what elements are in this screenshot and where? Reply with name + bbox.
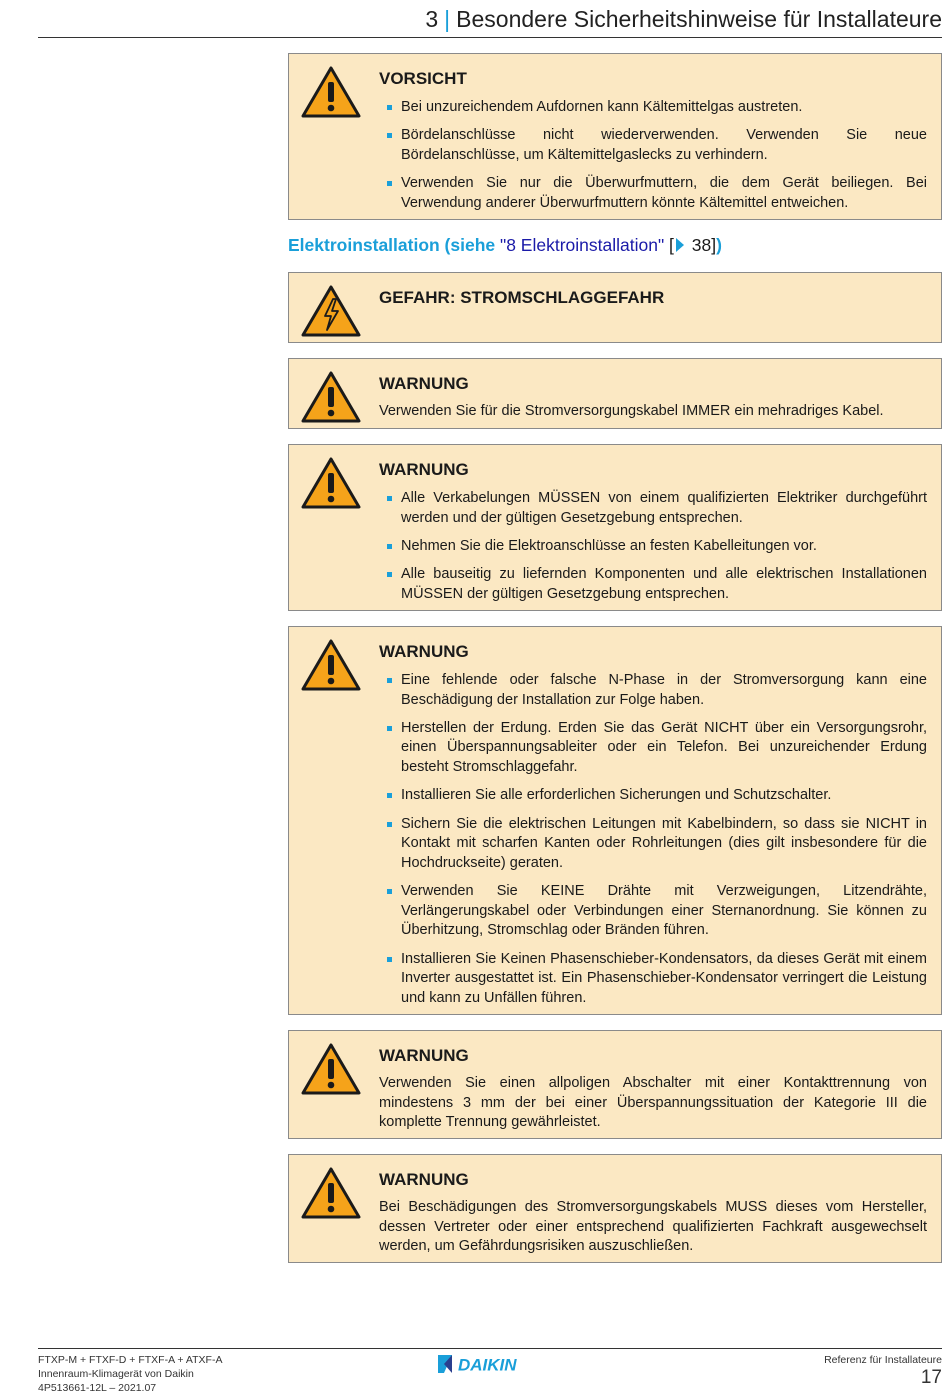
warning-text: Verwenden Sie für die Stromversorgungskabel IMMER ein mehradriges Kabel. (379, 403, 884, 419)
footer-document-info (38, 1354, 222, 1394)
warning-triangle-icon (301, 1043, 361, 1095)
page-ref-arrow-icon (676, 238, 684, 252)
warning-triangle-icon (301, 639, 361, 691)
caution-list (379, 98, 927, 213)
caution-heading: VORSICHT (379, 69, 467, 88)
warning-heading: WARNUNG (379, 642, 469, 661)
warning-heading: WARNUNG (379, 1170, 469, 1189)
footer-reference (824, 1354, 942, 1389)
daikin-logo (438, 1354, 544, 1374)
list-item: Bördelanschlüsse nicht wiederverwenden. Verwenden Sie neue Bördelanschlüsse, um Kältemittelgaslecks zu verhindern. (379, 126, 927, 165)
list-item: Verwenden Sie nur die Überwurfmuttern, die dem Gerät beiliegen. Bei Verwendung anderer Überwurfmuttern könnte Kältemittel entweichen. (379, 174, 927, 213)
list-item: Eine fehlende oder falsche N-Phase in der Stromversorgung kann eine Beschädigung der Installation zur Folge haben. (379, 671, 927, 710)
warning-heading: WARNUNG (379, 1046, 469, 1065)
list-item: Alle bauseitig zu liefernden Komponenten und alle elektrischen Installationen MÜSSEN der gültigen Gesetzgebung entsprechen. (379, 565, 927, 604)
chapter-number: 3 (425, 6, 439, 32)
warning-triangle-icon (301, 371, 361, 423)
warning-box (288, 1154, 942, 1263)
header-separator: | (444, 6, 451, 32)
svg-text:DAIKIN: DAIKIN (458, 1355, 517, 1374)
page-ref[interactable]: 38] (686, 235, 717, 255)
page-header (38, 0, 942, 38)
section-link[interactable]: "8 Elektroinstallation" (500, 235, 665, 255)
footer-models: FTXP-M + FTXF-D + FTXF-A + ATXF-A (38, 1354, 223, 1366)
list-item: Herstellen der Erdung. Erden Sie das Gerät NICHT über ein Versorgungsrohr, einen Überspannungsableiter oder ein Telefon. Bei unzureichender Erdung besteht Stromschlaggefahr. (379, 719, 927, 778)
list-item: Alle Verkabelungen MÜSSEN von einem qualifizierten Elektriker durchgeführt werden und der gültigen Gesetzgebung entsprechen. (379, 489, 927, 528)
list-item: Installieren Sie Keinen Phasenschieber-Kondensators, da dieses Gerät mit einem Inverter ausgestattet ist. Ein Phasenschieber-Kondensator verringert die Leistung und kann zu Unfällen führen. (379, 950, 927, 1009)
footer-reference-text: Referenz für Installateure (824, 1354, 942, 1366)
warning-list (379, 671, 927, 1008)
footer-doc-id: 4P513661-12L – 2021.07 (38, 1381, 157, 1394)
warning-heading: WARNUNG (379, 460, 469, 479)
warning-text: Bei Beschädigungen des Stromversorgungskabels MUSS dieses vom Hersteller, dessen Vertreter oder einer entsprechend qualifizierten Fachkraft ausgewechselt werden, um Gefährdungsrisiken auszuschließen. (379, 1199, 927, 1255)
list-item: Verwenden Sie KEINE Drähte mit Verzweigungen, Litzendrähte, Verlängerungskabel oder Verbindungen einer Sternanordnung. Sie können zu Überhitzung, Stromschlag oder Bränden führen. (379, 882, 927, 941)
warning-text: Verwenden Sie einen allpoligen Abschalter mit einer Kontakttrennung von mindestens 3 mm der bei einer Überspannungssituation der Kategorie III die komplette Trennung gewährleistet. (379, 1075, 927, 1131)
electric-shock-warning-icon (301, 285, 361, 337)
warning-heading: WARNUNG (379, 374, 469, 393)
warning-box (288, 444, 942, 611)
list-item: Installieren Sie alle erforderlichen Sicherungen und Schutzschalter. (379, 786, 927, 806)
warning-triangle-icon (301, 457, 361, 509)
warning-box (288, 1030, 942, 1139)
list-item: Nehmen Sie die Elektroanschlüsse an festen Kabelleitungen vor. (379, 537, 927, 557)
warning-list (379, 489, 927, 604)
warning-triangle-icon (301, 66, 361, 118)
footer-divider (38, 1348, 942, 1349)
warning-box (288, 358, 942, 429)
footer-product: Innenraum-Klimagerät von Daikin (38, 1367, 194, 1380)
danger-heading: GEFAHR: STROMSCHLAGGEFAHR (379, 288, 665, 307)
warning-triangle-icon (301, 1167, 361, 1219)
list-item: Sichern Sie die elektrischen Leitungen mit Kabelbindern, so dass sie NICHT in Kontakt mit scharfen Kanten oder Rohrleitungen (dies gilt insbesondere für die Hochdruckseite) geraten. (379, 815, 927, 874)
danger-box (288, 272, 942, 343)
page-number: 17 (920, 1367, 942, 1388)
caution-box (288, 53, 942, 220)
warning-box (288, 626, 942, 1015)
list-item: Bei unzureichendem Aufdornen kann Kältemittelgas austreten. (379, 98, 927, 118)
chapter-title (425, 6, 942, 33)
section-heading: Elektroinstallation (siehe "8 Elektroinstallation" [ 38]) (288, 235, 722, 255)
chapter-title-text: Besondere Sicherheitshinweise für Installateure (456, 6, 942, 32)
